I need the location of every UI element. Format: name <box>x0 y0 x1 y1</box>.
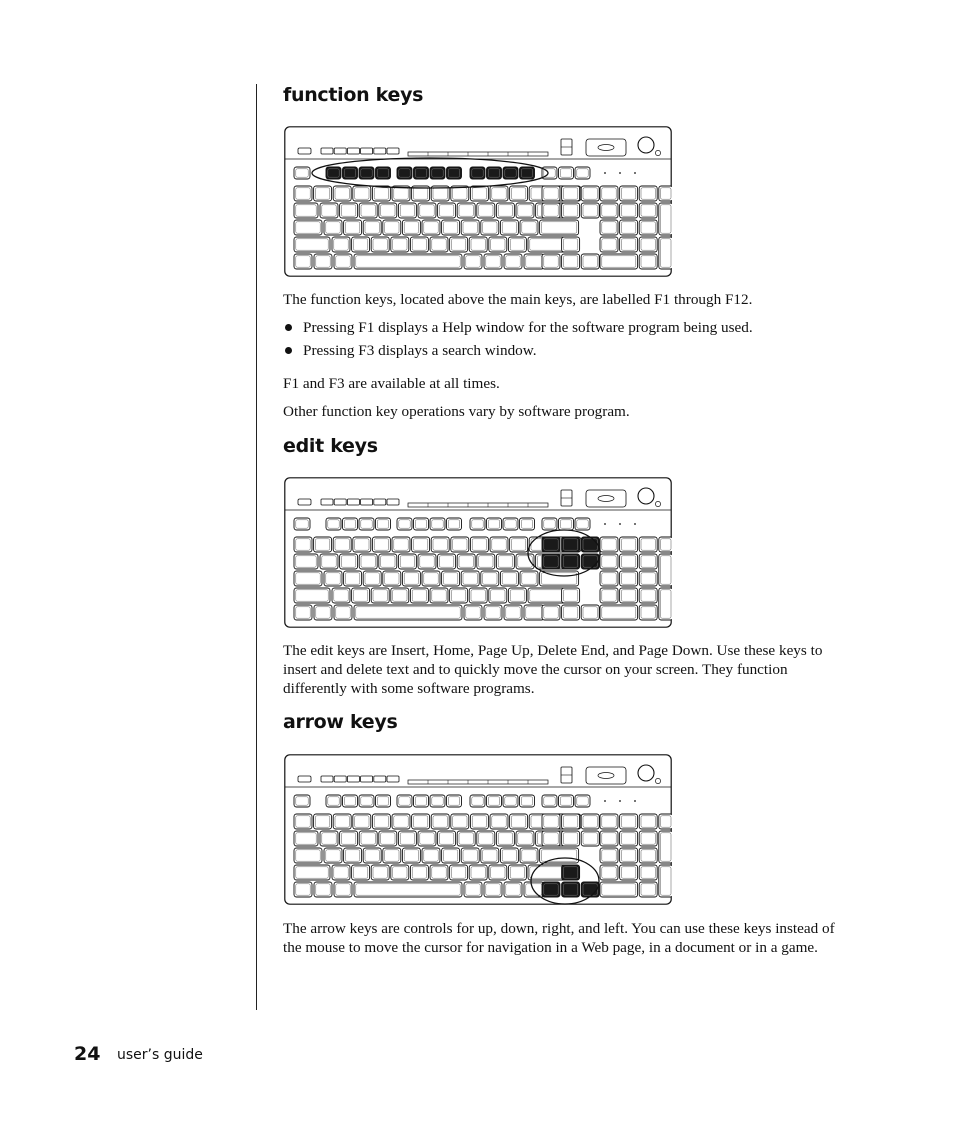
edit-keys-keyboard-image <box>284 477 672 628</box>
edit-keys-heading: edit keys <box>283 435 378 457</box>
bullet-item-f1: Pressing F1 displays a Help window for the software program being used. <box>283 318 843 337</box>
function-keys-note-availability: F1 and F3 are available at all times. <box>283 375 500 392</box>
function-keys-note-variation: Other function key operations vary by software program. <box>283 403 630 420</box>
bullet-item-f3: Pressing F3 displays a search window. <box>283 341 843 360</box>
function-keys-keyboard-image <box>284 126 672 277</box>
arrow-keys-body: The arrow keys are controls for up, down, right, and left. You can use these keys instead of the mouse to move the cursor for navigation in a Web page, in a document or in a game. <box>283 920 835 956</box>
bullet-dot-icon <box>285 347 292 354</box>
margin-rule <box>256 84 257 1010</box>
arrow-keys-heading: arrow keys <box>283 711 398 733</box>
bullet-dot-icon <box>285 324 292 331</box>
function-keys-bullet-list <box>283 318 843 364</box>
arrow-keys-keyboard-image <box>284 754 672 905</box>
footer-label: user’s guide <box>117 1047 203 1063</box>
edit-keys-body: The edit keys are Insert, Home, Page Up, Delete End, and Page Down. Use these keys to insert and delete text and to quickly move the cursor on your screen. They function differently with some software programs. <box>283 642 823 697</box>
function-keys-intro: The function keys, located above the main keys, are labelled F1 through F12. <box>283 291 753 308</box>
function-keys-heading: function keys <box>283 84 424 106</box>
page-number: 24 <box>74 1043 101 1065</box>
